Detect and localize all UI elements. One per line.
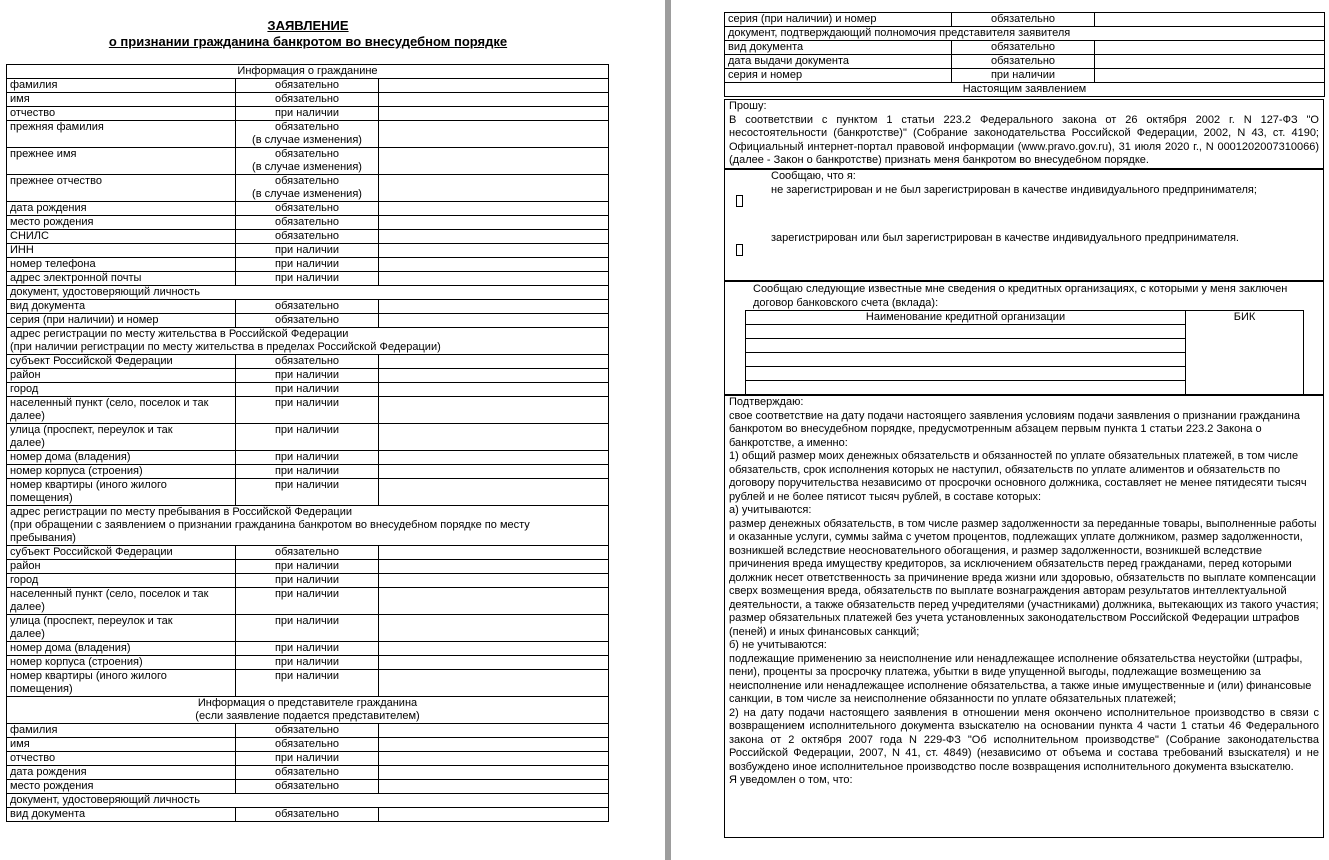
field-value[interactable] xyxy=(1095,41,1325,55)
field-requirement: обязательно xyxy=(236,300,379,314)
field-label: вид документа xyxy=(725,41,952,55)
table-row xyxy=(725,41,1325,55)
bank-row[interactable] xyxy=(746,339,1186,353)
table-row xyxy=(725,55,1325,69)
condition-1: 1) общий размер моих денежных обязательств и обязанностей по уплате обязательных платежей, в том числе обязательств, срок исполнения которых не наступил, обязательств по уплате алиментов и обязательств по договору поручительства независимо от просрочки основного должника, составляет не менее пятидесяти тысяч рублей и не более пятисот тысяч рублей, в составе которых: xyxy=(729,450,1307,503)
page-gap xyxy=(616,0,670,860)
field-requirement: при наличии xyxy=(236,451,379,465)
field-label: вид документа xyxy=(7,300,236,314)
field-requirement: обязательно xyxy=(236,355,379,369)
field-label: населенный пункт (село, поселок и так далее) xyxy=(7,397,236,424)
field-label: вид документа xyxy=(7,808,236,822)
table-row xyxy=(7,300,609,314)
table-row xyxy=(7,202,609,216)
field-requirement: при наличии xyxy=(236,752,379,766)
field-value[interactable] xyxy=(379,588,609,615)
field-requirement: при наличии xyxy=(236,424,379,451)
field-value[interactable] xyxy=(379,808,609,822)
field-requirement: обязательно xyxy=(236,202,379,216)
citizen-info-table xyxy=(6,64,609,822)
field-requirement: обязательно xyxy=(236,780,379,794)
entrepreneur-status-section xyxy=(724,169,1324,281)
bank-col-bik: БИК xyxy=(1186,311,1304,395)
field-label: ИНН xyxy=(7,244,236,258)
table-row xyxy=(7,808,609,822)
confirm-label: Подтверждаю: xyxy=(729,396,804,408)
field-label: номер дома (владения) xyxy=(7,451,236,465)
field-label: серия (при наличии) и номер xyxy=(725,13,952,27)
condition-1a-2: размер обязательных платежей без учета установленных законодательством Российской Федерации штрафов (пеней) и иных финансовых санкций; xyxy=(729,612,1300,638)
notified-label: Я уведомлен о том, что: xyxy=(729,774,853,786)
table-row xyxy=(7,574,609,588)
field-label: номер квартиры (иного жилого помещения) xyxy=(7,670,236,697)
field-requirement: при наличии xyxy=(236,574,379,588)
field-label: улица (проспект, переулок и так далее) xyxy=(7,615,236,642)
table-row xyxy=(7,780,609,794)
field-requirement: при наличии xyxy=(236,383,379,397)
field-label: СНИЛС xyxy=(7,230,236,244)
field-requirement: при наличии xyxy=(236,107,379,121)
table-row xyxy=(7,424,609,451)
field-value[interactable] xyxy=(379,451,609,465)
confirm-text: свое соответствие на дату подачи настоящего заявления условиям подачи заявления о признании гражданина банкротом во внесудебном порядке, предусмотренным абзацем первым пункта 1 статьи 223.2 Закона о банкротстве, а именно: xyxy=(729,409,1300,449)
condition-1b: б) не учитываются: xyxy=(729,639,827,651)
table-row xyxy=(7,148,609,175)
table-row xyxy=(7,93,609,107)
field-requirement: обязательно xyxy=(236,216,379,230)
section-header-row xyxy=(7,328,609,355)
bank-row[interactable] xyxy=(746,381,1186,395)
request-label: Прошу: xyxy=(729,100,767,112)
citizen-info-header: Информация о гражданине xyxy=(7,65,609,79)
field-label: фамилия xyxy=(7,79,236,93)
residence-address-header: адрес регистрации по месту жительства в Российской Федерации (при наличии регистрации по месту жительства в пределах Российской Федерации) xyxy=(7,328,609,355)
option-registered: зарегистрирован или был зарегистрирован в качестве индивидуального предпринимателя. xyxy=(771,232,1239,244)
field-requirement: обязательно xyxy=(236,546,379,560)
field-requirement: обязательно (в случае изменения) xyxy=(236,175,379,202)
field-requirement: обязательно xyxy=(236,766,379,780)
table-row xyxy=(7,121,609,148)
checkbox-registered[interactable] xyxy=(736,244,743,256)
field-value[interactable] xyxy=(379,560,609,574)
field-requirement: при наличии xyxy=(236,642,379,656)
field-value[interactable] xyxy=(379,148,609,175)
field-label: серия (при наличии) и номер xyxy=(7,314,236,328)
field-value[interactable] xyxy=(379,244,609,258)
field-requirement: при наличии xyxy=(236,258,379,272)
field-label: отчество xyxy=(7,107,236,121)
field-value[interactable] xyxy=(379,424,609,451)
document-title: ЗАЯВЛЕНИЕ xyxy=(267,18,349,33)
field-requirement: при наличии xyxy=(236,560,379,574)
field-value[interactable] xyxy=(379,79,609,93)
field-requirement: при наличии xyxy=(236,588,379,615)
field-label: серия и номер xyxy=(725,69,952,83)
table-row xyxy=(7,738,609,752)
request-section xyxy=(724,99,1324,169)
field-label: район xyxy=(7,369,236,383)
field-requirement: при наличии xyxy=(236,244,379,258)
field-label: фамилия xyxy=(7,724,236,738)
field-label: город xyxy=(7,574,236,588)
table-row xyxy=(7,272,609,286)
field-requirement: при наличии xyxy=(236,479,379,506)
field-requirement: обязательно xyxy=(236,808,379,822)
table-row xyxy=(7,175,609,202)
field-value[interactable] xyxy=(379,272,609,286)
field-label: дата выдачи документа xyxy=(725,55,952,69)
table-row xyxy=(7,479,609,506)
field-value[interactable] xyxy=(379,780,609,794)
field-label: субъект Российской Федерации xyxy=(7,546,236,560)
document-subtitle: о признании гражданина банкротом во внесудебном порядке xyxy=(108,34,508,49)
field-requirement: при наличии xyxy=(236,397,379,424)
bank-row[interactable] xyxy=(746,367,1186,381)
field-value[interactable] xyxy=(379,738,609,752)
field-requirement: обязательно xyxy=(236,79,379,93)
bank-col-name: Наименование кредитной организации xyxy=(746,311,1186,325)
field-label: прежнее отчество xyxy=(7,175,236,202)
table-row xyxy=(7,615,609,642)
field-value[interactable] xyxy=(379,615,609,642)
field-value[interactable] xyxy=(379,383,609,397)
section-header-row xyxy=(7,794,609,808)
representative-doc-table xyxy=(724,12,1325,97)
checkbox-not-registered[interactable] xyxy=(736,195,743,207)
field-label: населенный пункт (село, поселок и так далее) xyxy=(7,588,236,615)
stay-address-header: адрес регистрации по месту пребывания в Российской Федерации (при обращении с заявлением о признании гражданина банкротом во внесудебном порядке по месту пребывания) xyxy=(7,506,609,546)
section-header-row xyxy=(7,65,609,79)
id-document-header: документ, удостоверяющий личность xyxy=(7,286,609,300)
section-header-row xyxy=(7,506,609,546)
authority-document-header: документ, подтверждающий полномочия представителя заявителя xyxy=(725,27,1325,41)
field-label: город xyxy=(7,383,236,397)
table-row xyxy=(7,656,609,670)
table-row xyxy=(7,642,609,656)
table-row xyxy=(725,69,1325,83)
field-value[interactable] xyxy=(379,230,609,244)
field-value[interactable] xyxy=(379,121,609,148)
field-requirement: обязательно (в случае изменения) xyxy=(236,148,379,175)
confirmation-section xyxy=(724,395,1324,838)
field-value[interactable] xyxy=(379,369,609,383)
field-value[interactable] xyxy=(379,216,609,230)
bank-row[interactable] xyxy=(746,325,1186,339)
field-label: место рождения xyxy=(7,780,236,794)
section-header-row xyxy=(725,83,1325,97)
field-requirement: при наличии xyxy=(236,465,379,479)
field-label: номер дома (владения) xyxy=(7,642,236,656)
field-value[interactable] xyxy=(379,656,609,670)
section-header-row xyxy=(725,27,1325,41)
field-requirement: обязательно xyxy=(952,13,1095,27)
field-value[interactable] xyxy=(379,397,609,424)
field-requirement: при наличии xyxy=(952,69,1095,83)
field-value[interactable] xyxy=(1095,69,1325,83)
table-row xyxy=(7,369,609,383)
condition-2: 2) на дату подачи настоящего заявления в отношении меня окончено исполнительное производство в связи с возвращением исполнительного документа взыскателю на основании пункта 4 части 1 статьи 46 Федерального закона от 2 октября 2007 года N 229-ФЗ "Об исполнительном производстве" (Собрание законодательства Российской Федерации, 2007, N 41, ст. 4849) (независимо от объема и состава требований взыскателя) и не возбуждено иное исполнительное производство после возвращения исполнительного документа взыскателю. xyxy=(729,706,1319,773)
condition-1a: а) учитываются: xyxy=(729,504,812,516)
table-row xyxy=(7,546,609,560)
statement-header: Настоящим заявлением xyxy=(725,83,1325,97)
representative-id-header: документ, удостоверяющий личность xyxy=(7,794,609,808)
field-requirement: при наличии xyxy=(236,369,379,383)
field-label: отчество xyxy=(7,752,236,766)
field-value[interactable] xyxy=(379,107,609,121)
field-value[interactable] xyxy=(379,175,609,202)
table-row xyxy=(7,314,609,328)
field-value[interactable] xyxy=(379,314,609,328)
field-label: улица (проспект, переулок и так далее) xyxy=(7,424,236,451)
field-requirement: при наличии xyxy=(236,656,379,670)
field-label: дата рождения xyxy=(7,202,236,216)
table-row xyxy=(7,465,609,479)
table-row xyxy=(7,258,609,272)
field-label: номер корпуса (строения) xyxy=(7,465,236,479)
field-label: место рождения xyxy=(7,216,236,230)
field-requirement: обязательно (в случае изменения) xyxy=(236,121,379,148)
table-row xyxy=(7,79,609,93)
table-row xyxy=(7,216,609,230)
field-value[interactable] xyxy=(379,300,609,314)
table-row xyxy=(7,752,609,766)
representative-header: Информация о представителе гражданина (если заявление подается представителем) xyxy=(7,697,609,724)
field-label: прежняя фамилия xyxy=(7,121,236,148)
section-header-row xyxy=(7,286,609,300)
field-value[interactable] xyxy=(379,670,609,697)
field-requirement: обязательно xyxy=(236,93,379,107)
field-value[interactable] xyxy=(379,766,609,780)
field-requirement: обязательно xyxy=(236,314,379,328)
field-value[interactable] xyxy=(379,574,609,588)
table-row xyxy=(7,766,609,780)
field-value[interactable] xyxy=(1095,55,1325,69)
banks-table xyxy=(745,310,1304,395)
field-label: район xyxy=(7,560,236,574)
condition-1a-1: размер денежных обязательств, в том числе размер задолженности за переданные товары, выполненные работы и оказанные услуги, суммы займа с учетом процентов, подлежащих уплате должником, размер задолженности, возникшей вследствие неосновательного обогащения, и размер задолженности, возникшей вследствие причинения вреда имуществу кредиторов, за исключением обязательств перед гражданами, перед которыми должник несет ответственность за причинение вреда жизни или здоровью, обязательств по выплате компенсации сверх возмещения вреда, обязательств по выплате вознаграждения авторам результатов интеллектуальной деятельности, а также обязательств перед учредителями (участниками) должника, вытекающих из такого участия; xyxy=(729,517,1319,611)
inform-label: Сообщаю, что я: xyxy=(771,170,856,182)
table-row xyxy=(7,230,609,244)
field-requirement: при наличии xyxy=(236,670,379,697)
field-label: прежнее имя xyxy=(7,148,236,175)
field-value[interactable] xyxy=(1095,13,1325,27)
option-not-registered: не зарегистрирован и не был зарегистрирован в качестве индивидуального предпринимателя; xyxy=(771,184,1257,196)
table-row xyxy=(7,107,609,121)
field-requirement: обязательно xyxy=(952,41,1095,55)
field-label: субъект Российской Федерации xyxy=(7,355,236,369)
field-value[interactable] xyxy=(379,465,609,479)
table-row xyxy=(7,670,609,697)
field-requirement: обязательно xyxy=(236,230,379,244)
field-label: номер корпуса (строения) xyxy=(7,656,236,670)
table-row xyxy=(7,397,609,424)
condition-1b-1: подлежащие применению за неисполнение или ненадлежащее исполнение обязательства неустойки (штрафы, пени), проценты за просрочку платежа, убытки в виде упущенной выгоды, подлежащие возмещению за неисполнение или ненадлежащее исполнение обязательства, а также иные имущественные и (или) финансовые санкции, в том числе за неисполнение обязанности по уплате обязательных платежей; xyxy=(729,652,1312,705)
table-row xyxy=(7,451,609,465)
table-row xyxy=(7,244,609,258)
field-label: номер телефона xyxy=(7,258,236,272)
field-value[interactable] xyxy=(379,546,609,560)
field-value[interactable] xyxy=(379,642,609,656)
banks-intro: Сообщаю следующие известные мне сведения о кредитных организациях, с которыми у меня заключен договор банковского счета (вклада): xyxy=(753,283,1288,309)
field-value[interactable] xyxy=(379,258,609,272)
field-value[interactable] xyxy=(379,93,609,107)
table-row xyxy=(7,383,609,397)
field-value[interactable] xyxy=(379,479,609,506)
field-requirement: обязательно xyxy=(236,738,379,752)
bank-row[interactable] xyxy=(746,353,1186,367)
field-label: адрес электронной почты xyxy=(7,272,236,286)
field-label: имя xyxy=(7,738,236,752)
table-row xyxy=(7,724,609,738)
table-row xyxy=(7,588,609,615)
field-label: дата рождения xyxy=(7,766,236,780)
table-row xyxy=(7,355,609,369)
field-value[interactable] xyxy=(379,355,609,369)
field-requirement: обязательно xyxy=(952,55,1095,69)
field-value[interactable] xyxy=(379,752,609,766)
field-value[interactable] xyxy=(379,724,609,738)
table-row xyxy=(725,13,1325,27)
field-requirement: при наличии xyxy=(236,272,379,286)
field-label: номер квартиры (иного жилого помещения) xyxy=(7,479,236,506)
field-requirement: при наличии xyxy=(236,615,379,642)
request-text: В соответствии с пунктом 1 статьи 223.2 Федерального закона от 26 октября 2002 г. N 127-ФЗ "О несостоятельности (банкротстве)" (Собрание законодательства Российской Федерации, 2002, N 43, ст. 4190; Официальный интернет-портал правовой информации (www.pravo.gov.ru), 31 июля 2020 г., N 0001202007310066) (далее - Закон о банкротстве) признать меня банкротом во внесудебном порядке. xyxy=(729,113,1319,166)
field-requirement: обязательно xyxy=(236,724,379,738)
section-header-row xyxy=(7,697,609,724)
field-label: имя xyxy=(7,93,236,107)
field-value[interactable] xyxy=(379,202,609,216)
table-row xyxy=(7,560,609,574)
